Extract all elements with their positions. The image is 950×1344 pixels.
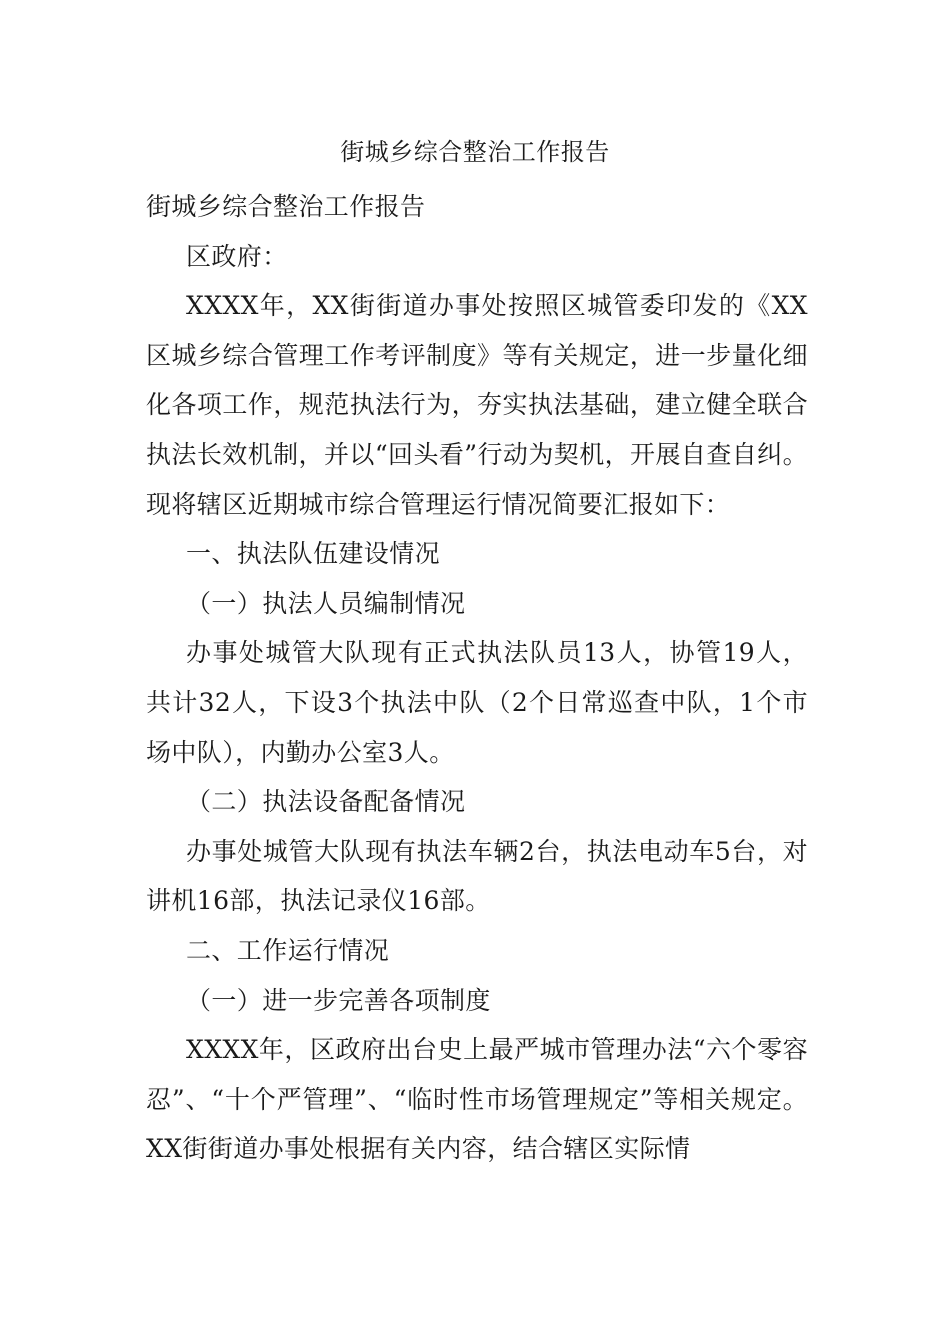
section-heading-2: 二、工作运行情况 [186,935,390,965]
document-title: 街城乡综合整治工作报告 [340,138,610,166]
subsection-heading-1-2: （二）执法设备配备情况 [186,787,466,817]
document-body [146,182,808,1174]
subsection-heading-1-1: （一）执法人员编制情况 [186,588,466,618]
intro-paragraph: XXXX年，XX街街道办事处按照区城管委印发的《XX区城乡综合管理工作考评制度》等有关规定，进一步量化细化各项工作，规范执法行为，夯实执法基础，建立健全联合执法长效机制，并以“回头看”行动为契机，开展自查自纠。现将辖区近期城市综合管理运行情况简要汇报如下： [146,291,808,519]
section-heading-1: 一、执法队伍建设情况 [186,539,441,569]
paragraph-equipment: 办事处城管大队现有执法车辆2台，执法电动车5台，对讲机16部，执法记录仪16部。 [146,836,808,916]
subsection-heading-2-1: （一）进一步完善各项制度 [186,985,491,1015]
salutation: 区政府： [186,241,288,271]
paragraph-staffing: 办事处城管大队现有正式执法队员13人，协管19人，共计32人，下设3个执法中队（2个日常巡查中队，1个市场中队），内勤办公室3人。 [146,638,808,767]
subtitle-line: 街城乡综合整治工作报告 [146,192,426,221]
paragraph-regulations: XXXX年，区政府出台史上最严城市管理办法“六个零容忍”、“十个严管理”、“临时性市场管理规定”等相关规定。XX街街道办事处根据有关内容，结合辖区实际情 [146,1035,808,1164]
